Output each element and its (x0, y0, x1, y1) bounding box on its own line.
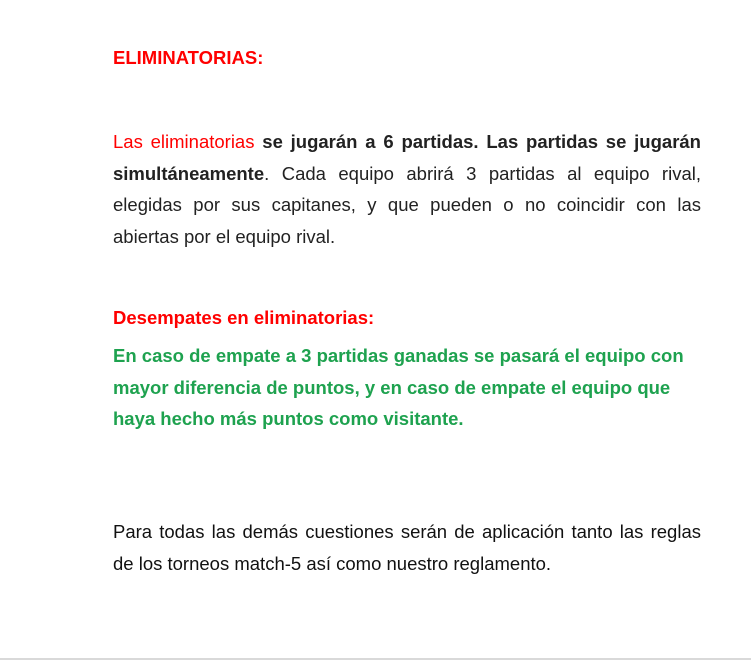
tiebreak-title: Desempates en eliminatorias: (113, 307, 375, 328)
paragraph-lead-red: Las eliminatorias (113, 131, 255, 152)
tiebreak-text: En caso de empate a 3 partidas ganadas se pasará el equipo con mayor diferencia de puntos, y en caso de empate el equipo que haya hecho más puntos como visitante. (113, 345, 684, 429)
paragraph-bold-text: se jugarán a 6 partidas. Las partidas se jugarán simultáneamente (113, 131, 701, 184)
closing-paragraph-block (113, 516, 701, 579)
section-heading-block (113, 46, 701, 70)
closing-paragraph: Para todas las demás cuestiones serán de aplicación tanto las reglas de los torneos match-5 así como nuestro reglamento. (113, 521, 701, 574)
paragraph-regular-text: . Cada equipo abrirá 3 partidas al equipo rival, elegidas por sus capitanes, y que pueden o no coincidir con las abiertas por el equipo rival. (113, 162, 701, 247)
tiebreak-block (113, 306, 701, 435)
section-title: ELIMINATORIAS: (113, 47, 264, 68)
eliminatorias-paragraph (113, 126, 701, 252)
paragraph-eliminatorias (113, 126, 701, 252)
